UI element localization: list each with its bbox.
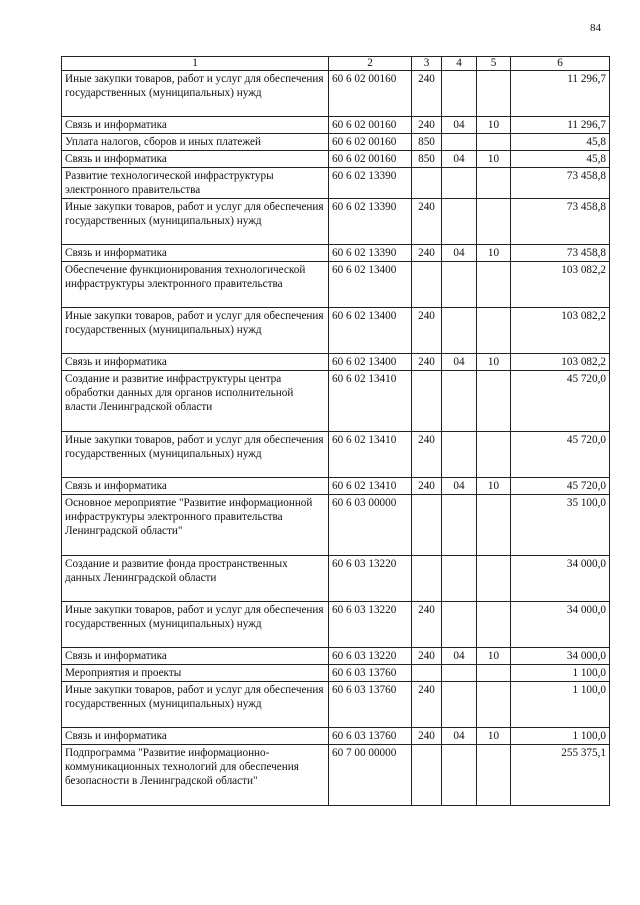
row-amount: 11 296,7 <box>511 117 610 134</box>
table-row <box>62 665 610 682</box>
row-subsection <box>477 556 511 602</box>
row-subsection <box>477 262 511 308</box>
row-amount: 34 000,0 <box>511 648 610 665</box>
row-amount: 73 458,8 <box>511 199 610 245</box>
row-section: 04 <box>442 648 477 665</box>
row-expense-type: 240 <box>412 354 442 371</box>
row-amount: 73 458,8 <box>511 245 610 262</box>
row-name: Иные закупки товаров, работ и услуг для обеспечения государственных (муниципальных) нужд <box>62 432 329 478</box>
row-subsection: 10 <box>477 478 511 495</box>
row-code: 60 6 02 00160 <box>329 151 412 168</box>
row-amount: 255 375,1 <box>511 745 610 806</box>
row-section <box>442 495 477 556</box>
row-subsection <box>477 682 511 728</box>
row-section <box>442 745 477 806</box>
row-code: 60 6 02 13410 <box>329 371 412 432</box>
row-section: 04 <box>442 117 477 134</box>
row-name: Иные закупки товаров, работ и услуг для обеспечения государственных (муниципальных) нужд <box>62 308 329 354</box>
row-expense-type: 240 <box>412 602 442 648</box>
row-section <box>442 168 477 199</box>
row-code: 60 6 03 13760 <box>329 728 412 745</box>
row-amount: 45,8 <box>511 134 610 151</box>
row-section: 04 <box>442 151 477 168</box>
row-amount: 45,8 <box>511 151 610 168</box>
row-subsection: 10 <box>477 728 511 745</box>
row-subsection: 10 <box>477 354 511 371</box>
row-name: Создание и развитие фонда пространственных данных Ленинградской области <box>62 556 329 602</box>
row-subsection <box>477 168 511 199</box>
row-amount: 73 458,8 <box>511 168 610 199</box>
table-row <box>62 354 610 371</box>
row-expense-type: 240 <box>412 728 442 745</box>
row-section <box>442 371 477 432</box>
row-code: 60 6 03 13220 <box>329 602 412 648</box>
table-row <box>62 199 610 245</box>
row-amount: 1 100,0 <box>511 682 610 728</box>
table-row <box>62 262 610 308</box>
header-col-5: 5 <box>477 57 511 71</box>
row-amount: 45 720,0 <box>511 432 610 478</box>
table-row <box>62 728 610 745</box>
row-code: 60 6 02 00160 <box>329 134 412 151</box>
row-subsection <box>477 371 511 432</box>
row-section <box>442 308 477 354</box>
row-subsection <box>477 71 511 117</box>
row-subsection <box>477 665 511 682</box>
row-section: 04 <box>442 245 477 262</box>
row-name: Иные закупки товаров, работ и услуг для обеспечения государственных (муниципальных) нужд <box>62 682 329 728</box>
row-subsection <box>477 602 511 648</box>
row-section <box>442 556 477 602</box>
row-subsection: 10 <box>477 648 511 665</box>
row-expense-type <box>412 665 442 682</box>
row-expense-type <box>412 262 442 308</box>
row-expense-type: 240 <box>412 199 442 245</box>
row-code: 60 6 02 13410 <box>329 432 412 478</box>
row-name: Иные закупки товаров, работ и услуг для обеспечения государственных (муниципальных) нужд <box>62 71 329 117</box>
row-expense-type <box>412 745 442 806</box>
row-subsection <box>477 495 511 556</box>
row-code: 60 6 03 13220 <box>329 556 412 602</box>
row-section <box>442 199 477 245</box>
table-row <box>62 371 610 432</box>
row-expense-type <box>412 495 442 556</box>
row-code: 60 6 02 13390 <box>329 199 412 245</box>
row-name: Основное мероприятие "Развитие информационной инфраструктуры электронного правительства Ленинградской области" <box>62 495 329 556</box>
header-col-2: 2 <box>329 57 412 71</box>
table-row <box>62 745 610 806</box>
row-code: 60 6 02 13400 <box>329 308 412 354</box>
row-amount: 1 100,0 <box>511 665 610 682</box>
budget-table <box>61 56 610 806</box>
row-expense-type: 240 <box>412 308 442 354</box>
row-subsection: 10 <box>477 151 511 168</box>
row-expense-type: 240 <box>412 245 442 262</box>
row-section <box>442 602 477 648</box>
row-code: 60 6 03 13760 <box>329 682 412 728</box>
row-expense-type <box>412 371 442 432</box>
row-section: 04 <box>442 354 477 371</box>
table-row <box>62 648 610 665</box>
table-row <box>62 71 610 117</box>
row-amount: 35 100,0 <box>511 495 610 556</box>
row-section: 04 <box>442 728 477 745</box>
row-amount: 103 082,2 <box>511 354 610 371</box>
header-row <box>62 57 610 71</box>
table-row <box>62 432 610 478</box>
row-code: 60 6 02 13400 <box>329 354 412 371</box>
row-subsection <box>477 199 511 245</box>
row-code: 60 6 03 00000 <box>329 495 412 556</box>
row-section <box>442 682 477 728</box>
row-name: Обеспечение функционирования технологической инфраструктуры электронного правительства <box>62 262 329 308</box>
row-expense-type: 240 <box>412 682 442 728</box>
header-col-1: 1 <box>62 57 329 71</box>
row-name: Связь и информатика <box>62 728 329 745</box>
row-amount: 1 100,0 <box>511 728 610 745</box>
page-number: 84 <box>590 22 601 34</box>
row-subsection: 10 <box>477 117 511 134</box>
row-code: 60 6 02 00160 <box>329 71 412 117</box>
row-subsection <box>477 134 511 151</box>
table-row <box>62 495 610 556</box>
table-row <box>62 117 610 134</box>
row-code: 60 7 00 00000 <box>329 745 412 806</box>
row-name: Иные закупки товаров, работ и услуг для обеспечения государственных (муниципальных) нужд <box>62 602 329 648</box>
row-section <box>442 432 477 478</box>
row-expense-type: 240 <box>412 648 442 665</box>
row-expense-type: 240 <box>412 117 442 134</box>
row-name: Уплата налогов, сборов и иных платежей <box>62 134 329 151</box>
table-row <box>62 308 610 354</box>
row-amount: 11 296,7 <box>511 71 610 117</box>
header-col-4: 4 <box>442 57 477 71</box>
row-subsection <box>477 745 511 806</box>
row-section <box>442 665 477 682</box>
row-amount: 103 082,2 <box>511 308 610 354</box>
table-row <box>62 556 610 602</box>
row-name: Связь и информатика <box>62 151 329 168</box>
row-section <box>442 134 477 151</box>
row-subsection <box>477 308 511 354</box>
row-amount: 45 720,0 <box>511 371 610 432</box>
row-expense-type <box>412 168 442 199</box>
row-code: 60 6 02 13410 <box>329 478 412 495</box>
row-code: 60 6 02 13390 <box>329 168 412 199</box>
row-amount: 103 082,2 <box>511 262 610 308</box>
header-col-3: 3 <box>412 57 442 71</box>
row-section <box>442 262 477 308</box>
row-section: 04 <box>442 478 477 495</box>
row-code: 60 6 02 13390 <box>329 245 412 262</box>
row-name: Связь и информатика <box>62 648 329 665</box>
header-col-6: 6 <box>511 57 610 71</box>
row-subsection: 10 <box>477 245 511 262</box>
row-code: 60 6 02 00160 <box>329 117 412 134</box>
row-subsection <box>477 432 511 478</box>
row-expense-type <box>412 556 442 602</box>
row-name: Создание и развитие инфраструктуры центра обработки данных для органов исполнительной власти Ленинградской области <box>62 371 329 432</box>
row-amount: 45 720,0 <box>511 478 610 495</box>
row-code: 60 6 03 13760 <box>329 665 412 682</box>
row-name: Связь и информатика <box>62 354 329 371</box>
table-row <box>62 151 610 168</box>
row-name: Иные закупки товаров, работ и услуг для обеспечения государственных (муниципальных) нужд <box>62 199 329 245</box>
row-expense-type: 240 <box>412 71 442 117</box>
row-code: 60 6 02 13400 <box>329 262 412 308</box>
row-expense-type: 240 <box>412 432 442 478</box>
table-row <box>62 134 610 151</box>
row-name: Развитие технологической инфраструктуры электронного правительства <box>62 168 329 199</box>
row-expense-type: 240 <box>412 478 442 495</box>
table-row <box>62 245 610 262</box>
table-row <box>62 478 610 495</box>
row-name: Мероприятия и проекты <box>62 665 329 682</box>
table-row <box>62 602 610 648</box>
row-section <box>442 71 477 117</box>
table-body <box>62 71 610 806</box>
row-amount: 34 000,0 <box>511 556 610 602</box>
table-row <box>62 682 610 728</box>
row-name: Связь и информатика <box>62 245 329 262</box>
table-row <box>62 168 610 199</box>
row-name: Связь и информатика <box>62 478 329 495</box>
row-expense-type: 850 <box>412 134 442 151</box>
row-name: Подпрограмма "Развитие информационно-коммуникационных технологий для обеспечения безопасности в Ленинградской области" <box>62 745 329 806</box>
row-expense-type: 850 <box>412 151 442 168</box>
row-name: Связь и информатика <box>62 117 329 134</box>
row-amount: 34 000,0 <box>511 602 610 648</box>
row-code: 60 6 03 13220 <box>329 648 412 665</box>
